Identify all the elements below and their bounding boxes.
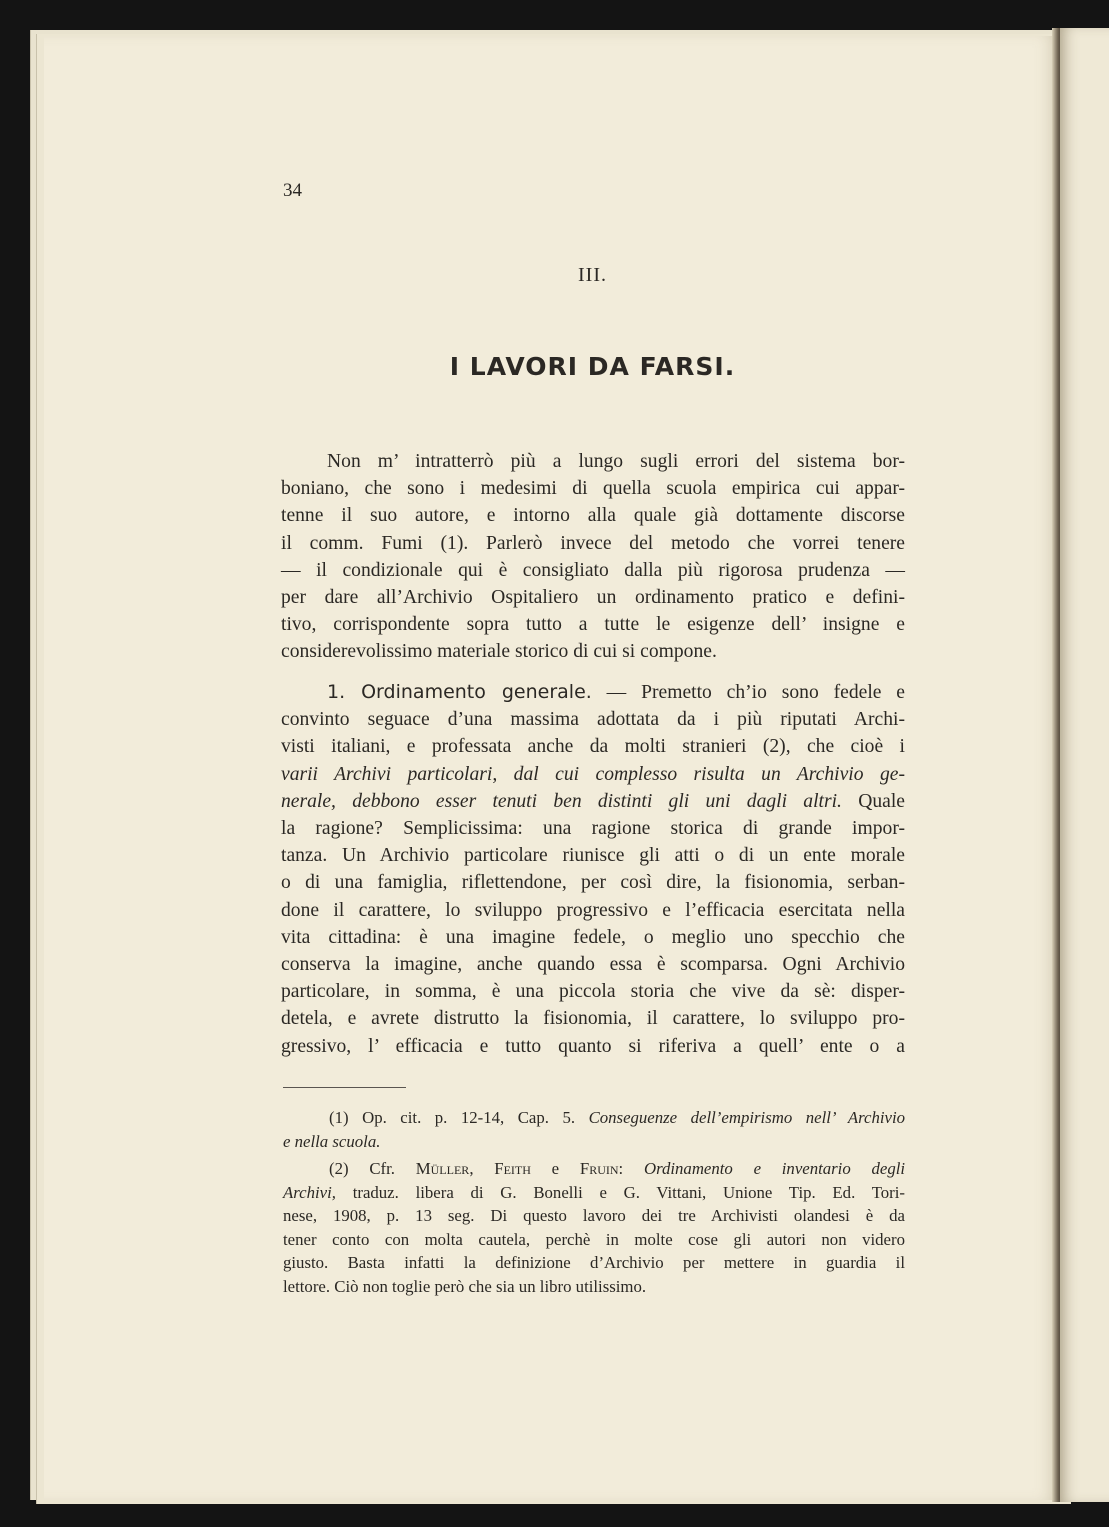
text-line: particolare, in somma, è una piccola storia che vive da sè: disper- bbox=[281, 981, 905, 1003]
paragraph-ordinamento bbox=[281, 679, 905, 1060]
text-line: conserva la imagine, anche quando essa è scomparsa. Ogni Archivio bbox=[281, 954, 905, 976]
text-run: , bbox=[469, 1159, 495, 1178]
footnote-1 bbox=[283, 1106, 905, 1153]
text-run: — Premetto ch’io sono fedele e bbox=[591, 682, 906, 703]
page-number: 34 bbox=[283, 180, 302, 201]
text-line: tener conto con molta cautela, perchè in molte cose gli autori non videro bbox=[283, 1229, 905, 1249]
text-line bbox=[281, 733, 905, 760]
text-run: : bbox=[618, 1159, 644, 1178]
author-name: Fruin bbox=[579, 1159, 619, 1178]
text-line: detela, e avrete distrutto la fisionomia, il carattere, lo sviluppo pro- bbox=[281, 1008, 905, 1030]
chapter-title: I LAVORI DA FARSI. bbox=[449, 352, 736, 381]
text-run: traduz. libera di G. Bonelli e G. Vittani, Unione Tip. Ed. Tori- bbox=[335, 1182, 905, 1202]
section-heading: 1. Ordinamento generale. bbox=[327, 681, 592, 703]
footnote-2 bbox=[283, 1157, 905, 1299]
text-line bbox=[283, 1106, 905, 1130]
text-line: tivo, corrispondente sopra tutto a tutte le esigenze dell’ insigne e bbox=[281, 614, 905, 636]
text-line: done il carattere, lo sviluppo progressivo e l’efficacia esercitata nella bbox=[281, 899, 905, 921]
text-line: vita cittadina: è una imagine fedele, o meglio uno specchio che bbox=[281, 926, 905, 948]
italic-run: nerale, debbono esser tenuti ben distinti gli uni dagli altri. bbox=[281, 790, 842, 812]
text-line: — il condizionale qui è consigliato dalla più rigorosa prudenza — bbox=[281, 559, 905, 581]
text-line bbox=[281, 679, 905, 706]
text-line: nese, 1908, p. 13 seg. Di questo lavoro dei tre Archivisti olandesi è da bbox=[283, 1206, 905, 1226]
text-line: il comm. Fumi (1). Parlerò invece del metodo che vorrei tenere bbox=[281, 532, 905, 554]
italic-run: Ordinamento e inventario degli bbox=[643, 1159, 906, 1178]
text-line bbox=[281, 788, 905, 815]
paragraph-intro bbox=[281, 448, 905, 666]
footnote-divider bbox=[283, 1087, 406, 1088]
text-line: convinto seguace d’una massima adottata da i più riputati Archi- bbox=[281, 709, 905, 731]
section-numeral: III. bbox=[578, 264, 607, 286]
text-line: per dare all’Archivio Ospitaliero un ordinamento pratico e defini- bbox=[281, 587, 905, 609]
text-run: Quale bbox=[841, 790, 905, 812]
author-name: Müller bbox=[415, 1159, 470, 1178]
text-run: i bbox=[899, 736, 905, 758]
text-line: tenne il suo autore, e intorno alla quale già dottamente discorse bbox=[281, 505, 905, 527]
text-line: giusto. Basta infatti la definizione d’Archivio per mettere in guardia il bbox=[283, 1253, 905, 1273]
italic-line: varii Archivi particolari, dal cui complesso risulta un Archivio ge- bbox=[281, 763, 905, 785]
text-run: Op. cit. p. 12-14, Cap. 5. bbox=[348, 1108, 589, 1127]
text-line: boniano, che sono i medesimi di quella scuola empirica cui appar- bbox=[281, 478, 905, 500]
text-line: la ragione? Semplicissima: una ragione storica di grande impor- bbox=[281, 818, 905, 840]
text-run: visti italiani, e professata anche da molti stranieri (2), che cioè bbox=[281, 736, 900, 758]
author-name: Feith bbox=[494, 1159, 531, 1178]
italic-run: Archivi, bbox=[283, 1182, 336, 1202]
text-line: o di una famiglia, riflettendone, per così dire, la fisionomia, serban- bbox=[281, 872, 905, 894]
text-line: Non m’ intratterrò più a lungo sugli errori del sistema bor- bbox=[327, 451, 905, 472]
text-line: tanza. Un Archivio particolare riunisce gli atti o di un ente morale bbox=[281, 845, 905, 867]
italic-line: e nella scuola. bbox=[283, 1131, 381, 1151]
footnote-marker: (2) bbox=[329, 1159, 349, 1178]
text-line bbox=[283, 1181, 905, 1205]
text-run: e bbox=[530, 1159, 580, 1178]
italic-run: Conseguenze dell’empirismo nell’ Archivio bbox=[588, 1108, 905, 1127]
text-line: gressivo, l’ efficacia e tutto quanto si riferiva a quell’ ente o a bbox=[281, 1035, 905, 1057]
text-line: lettore. Ciò non toglie però che sia un libro utilissimo. bbox=[283, 1276, 647, 1296]
text-run: Cfr. bbox=[348, 1159, 416, 1178]
text-line bbox=[283, 1157, 905, 1181]
footnote-marker: (1) bbox=[329, 1108, 349, 1127]
text-line: considerevolissimo materiale storico di cui si compone. bbox=[281, 641, 717, 663]
